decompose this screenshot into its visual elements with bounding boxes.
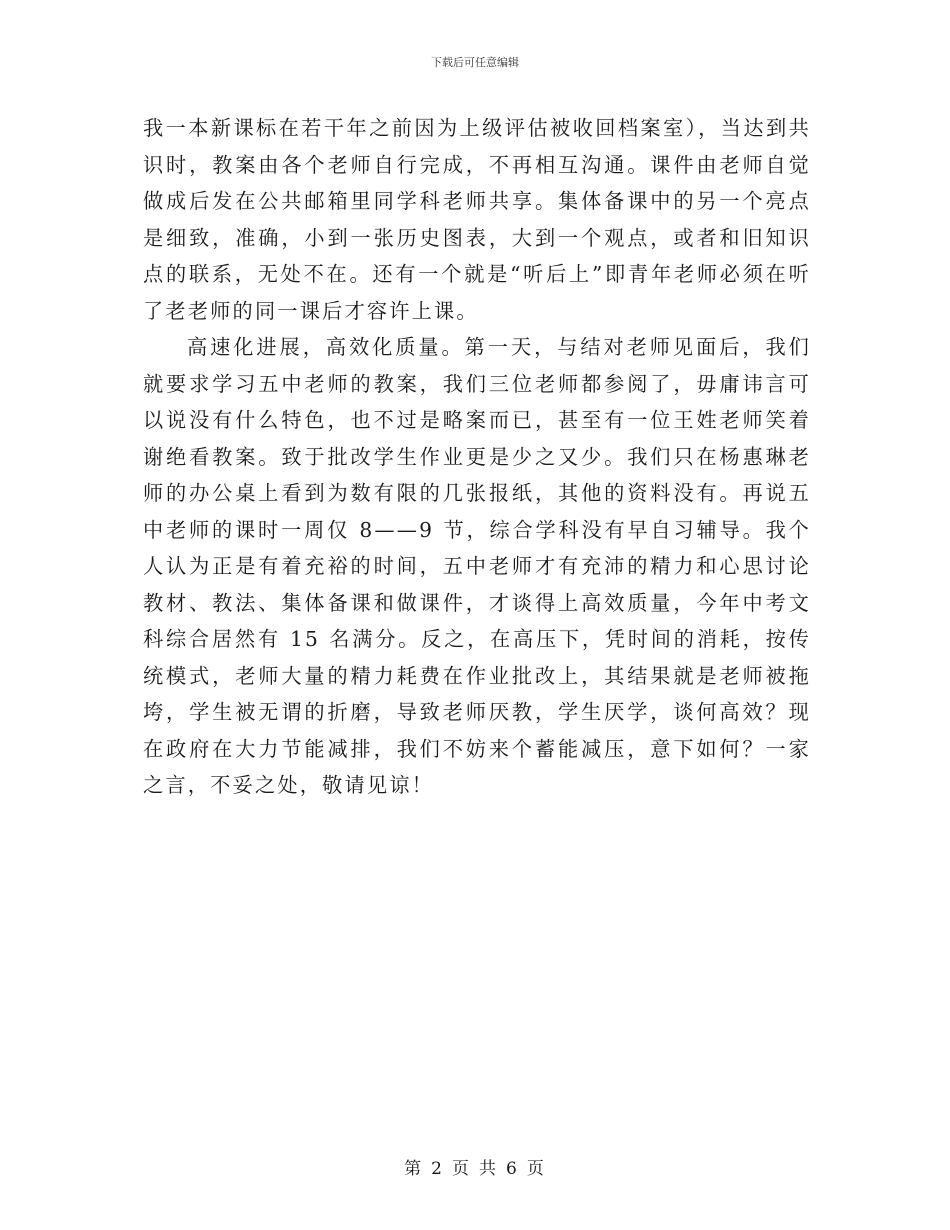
footer-total-pages: 6 [506,1159,519,1179]
footer-label-ye2: 页 [526,1159,546,1179]
footer-label-ye: 页 [452,1159,471,1179]
document-body [143,110,811,804]
page-footer [0,1154,950,1179]
footer-current-page: 2 [431,1159,444,1179]
paragraph-2: 高速化进展，高效化质量。第一天，与结对老师见面后，我们就要求学习五中老师的教案，我们三位老师都参阅了，毋庸讳言可以说没有什么特色，也不过是略案而已，甚至有一位王姓老师笑着谢绝看教案。致于批改学生作业更是少之又少。我们只在杨惠琳老师的办公桌上看到为数有限的几张报纸，其他的资料没有。再说五中老师的课时一周仅 8——9 节，综合学科没有早自习辅导。我个人认为正是有着充裕的时间，五中老师才有充沛的精力和心思讨论教材、教法、集体备课和做课件，才谈得上高效质量，今年中考文科综合居然有 15 名满分。反之，在高压下，凭时间的消耗，按传统模式，老师大量的精力耗费在作业批改上，其结果就是老师被拖垮，学生被无谓的折磨，导致老师厌教，学生厌学，谈何高效？现在政府在大力节能减排，我们不妨来个蓄能减压，意下如何？一家之言，不妥之处，敬请见谅！ [143,335,811,797]
footer-label-gong: 共 [479,1159,498,1179]
paragraph-1: 我一本新课标在若干年之前因为上级评估被收回档案室），当达到共识时，教案由各个老师自行完成，不再相互沟通。课件由老师自觉做成后发在公共邮箱里同学科老师共享。集体备课中的另一个亮点是细致，准确，小到一张历史图表，大到一个观点，或者和旧知识点的联系，无处不在。还有一个就是“听后上”即青年老师必须在听了老老师的同一课后才容许上课。 [143,116,811,323]
footer-label-di: 第 [404,1159,424,1179]
header-note: 下载后可任意编辑 [431,56,519,69]
